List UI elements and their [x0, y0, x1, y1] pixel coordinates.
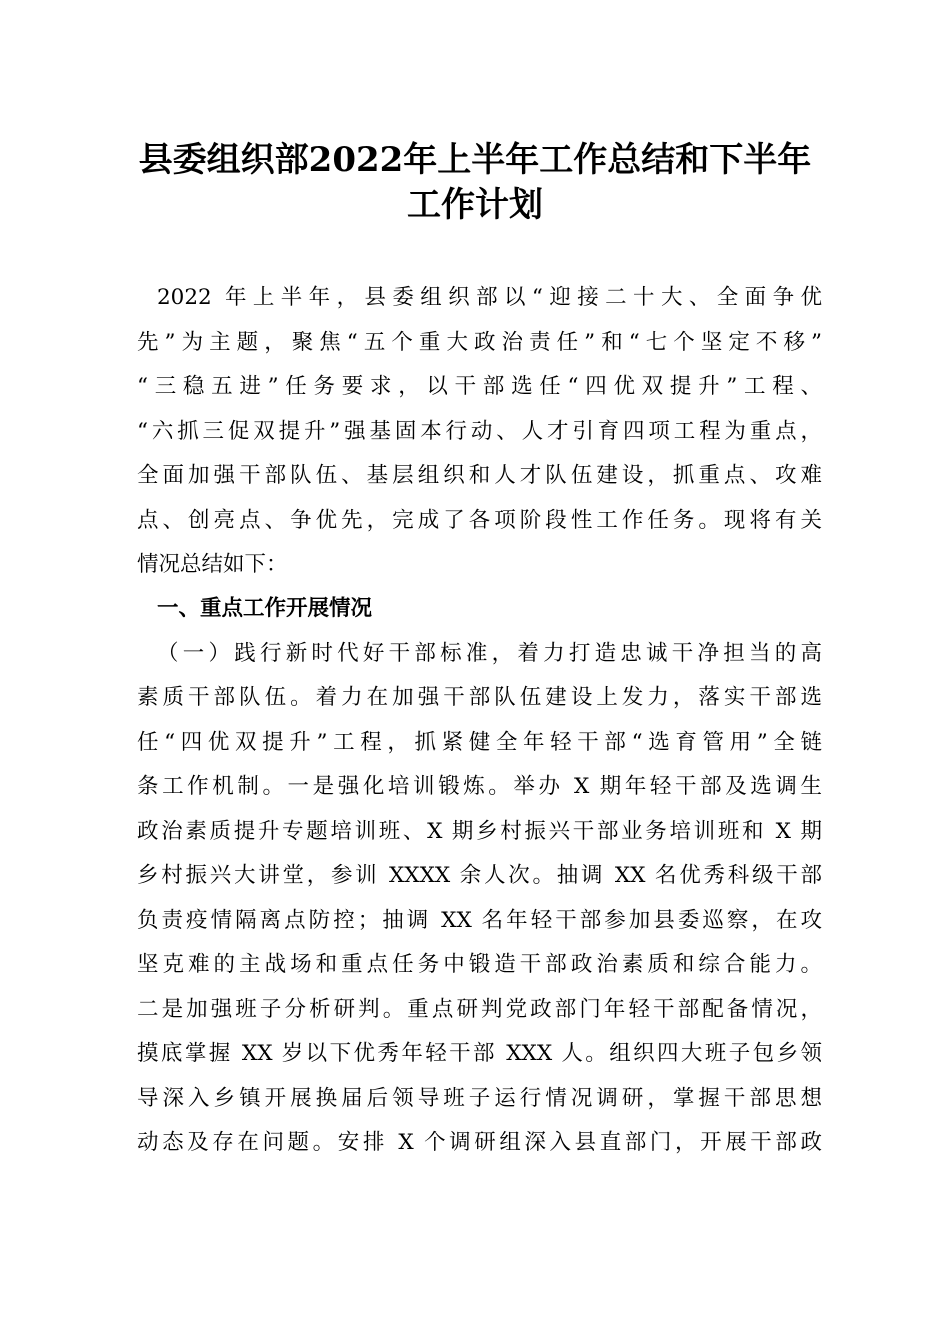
section-heading: 一、重点工作开展情况: [157, 596, 373, 621]
text-line: 2022 年上半年，县委组织部以“迎接二十大、全面争优: [157, 285, 822, 310]
title-line: 县委组织部2022年上半年工作总结和下半年: [138, 140, 812, 180]
text-line: 点、创亮点、争优先，完成了各项阶段性工作任务。现将有关: [137, 508, 822, 533]
text-line: 负责疫情隔离点防控；抽调 XX 名年轻干部参加县委巡察，在攻: [137, 908, 822, 933]
text-line: 素质干部队伍。着力在加强干部队伍建设上发力，落实干部选: [137, 685, 822, 710]
text-line: 坚克难的主战场和重点任务中锻造干部政治素质和综合能力。: [137, 952, 822, 977]
text-line: 情况总结如下：: [137, 552, 288, 577]
text-line: 任“四优双提升”工程，抓紧健全年轻干部“选育管用”全链: [137, 730, 822, 755]
text-line: 导深入乡镇开展换届后领导班子运行情况调研，掌握干部思想: [137, 1086, 822, 1111]
text-line: 摸底掌握 XX 岁以下优秀年轻干部 XXX 人。组织四大班子包乡领: [137, 1041, 822, 1066]
text-line: （一）践行新时代好干部标准，着力打造忠诚干净担当的高: [157, 641, 822, 666]
title-line: 工作计划: [407, 185, 543, 225]
text-line: 先”为主题，聚焦“五个重大政治责任”和“七个坚定不移”: [137, 330, 822, 355]
text-line: “六抓三促双提升”强基固本行动、人才引育四项工程为重点，: [137, 419, 822, 444]
text-line: 动态及存在问题。安排 X 个调研组深入县直部门，开展干部政: [137, 1130, 822, 1155]
text-line: 条工作机制。一是强化培训锻炼。举办 X 期年轻干部及选调生: [137, 774, 822, 799]
text-line: 政治素质提升专题培训班、X 期乡村振兴干部业务培训班和 X 期: [137, 819, 822, 844]
text-line: 乡村振兴大讲堂，参训 XXXX 余人次。抽调 XX 名优秀科级干部: [137, 863, 822, 888]
text-line: 二是加强班子分析研判。重点研判党政部门年轻干部配备情况，: [137, 997, 822, 1022]
text-line: “三稳五进”任务要求，以干部选任“四优双提升”工程、: [137, 374, 822, 399]
text-line: 全面加强干部队伍、基层组织和人才队伍建设，抓重点、攻难: [137, 463, 822, 488]
